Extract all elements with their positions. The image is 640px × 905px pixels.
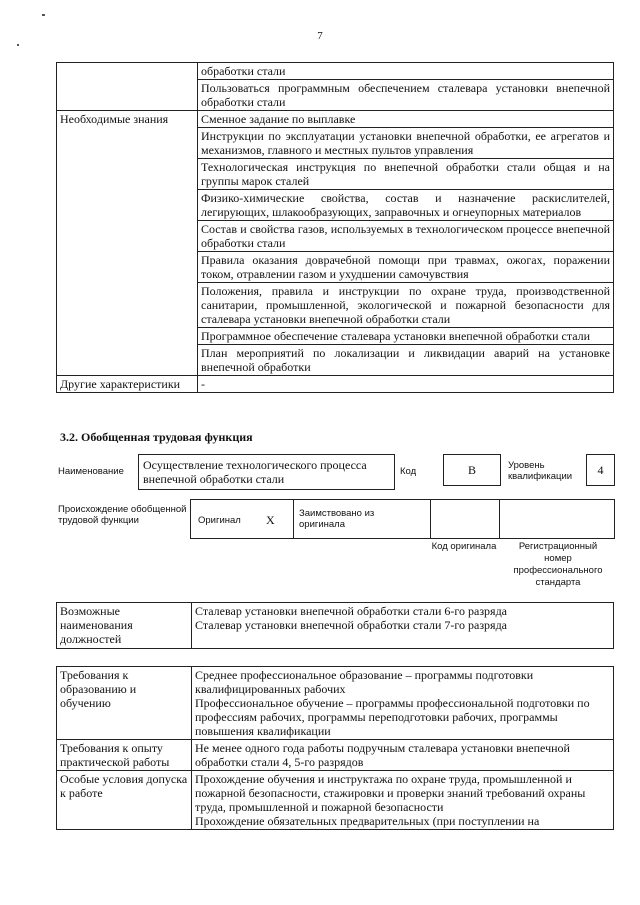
table-row <box>57 80 614 111</box>
level-label: Уровень квалификации <box>508 460 573 482</box>
code-original-caption: Код оригинала <box>431 541 497 552</box>
divider <box>430 500 431 538</box>
requirement-text: Не менее одного года работы подручным сталевара установки внепечной обработки стали 4, 5-го разрядов <box>192 740 614 771</box>
table-row <box>57 667 614 740</box>
row-text: Правила оказания доврачебной помощи при травмах, ожогах, поражении током, отравлении газом и ухудшении самочувствия <box>198 252 614 283</box>
row-label <box>57 252 198 283</box>
code-label: Код <box>400 466 417 477</box>
row-text: Инструкции по эксплуатации установки внепечной обработки, ее агрегатов и механизмов, главного и местных пультов управления <box>198 128 614 159</box>
level-value: 4 <box>597 463 604 477</box>
row-label <box>57 221 198 252</box>
requirement-label: Особые условия допуска к работе <box>57 771 192 830</box>
registration-number-caption: Регистрационный номер профессионального стандарта <box>513 541 603 588</box>
table-row <box>57 283 614 328</box>
origin-box <box>190 499 615 539</box>
function-name: Осуществление технологического процесса внепечной обработки стали <box>143 458 367 486</box>
origin-label: Происхождение обобщенной трудовой функции <box>58 504 187 526</box>
row-text: Положения, правила и инструкции по охране труда, производственной санитарии, промышленной, экологической и пожарной безопасности для сталевара установки внепечной обработки стали <box>198 283 614 328</box>
requirement-text: Среднее профессиональное образование – программы подготовки квалифицированных рабочих Профессиональное обучение – программы профессиональной подготовки по профессиям рабочих, программы переподготовки рабочих, программы повышения квалификации <box>192 667 614 740</box>
positions-table <box>56 602 614 649</box>
row-label <box>57 80 198 111</box>
table-row <box>57 740 614 771</box>
row-text: Технологическая инструкция по внепечной обработки стали общая и на группы марок сталей <box>198 159 614 190</box>
requirement-label: Требования к образованию и обучению <box>57 667 192 740</box>
original-mark: X <box>266 513 275 527</box>
table-row <box>57 345 614 376</box>
requirement-text: Прохождение обучения и инструктажа по охране труда, промышленной и пожарной безопасности, стажировки и проверки знаний требований охраны труда, промышленной и пожарной безопасности Прохождение обязательных предварительных (при поступлении на <box>192 771 614 830</box>
row-text: Состав и свойства газов, используемых в технологическом процессе внепечной обработки стали <box>198 221 614 252</box>
row-text: Пользоваться программным обеспечением сталевара установки внепечной обработки стали <box>198 80 614 111</box>
table-row <box>57 159 614 190</box>
level-box <box>586 454 615 486</box>
scan-speck <box>42 14 45 16</box>
borrowed-label: Заимствовано из оригинала <box>299 508 375 530</box>
table-row <box>57 111 614 128</box>
requirements-table <box>56 666 614 830</box>
row-text: - <box>198 376 614 393</box>
table-row <box>57 128 614 159</box>
table-row <box>57 252 614 283</box>
positions-list <box>192 603 614 649</box>
row-text: Физико-химические свойства, состав и назначение раскислителей, легирующих, шлакообразующих, заправочных и огнеупорных материалов <box>198 190 614 221</box>
divider <box>499 500 500 538</box>
row-label <box>57 283 198 328</box>
positions-label: Возможные наименования должностей <box>57 603 192 649</box>
code-value: B <box>467 463 476 477</box>
row-label <box>57 345 198 376</box>
row-label <box>57 190 198 221</box>
position-item: Сталевар установки внепечной обработки стали 6-го разряда <box>195 604 508 618</box>
row-label <box>57 328 198 345</box>
row-label <box>57 63 198 80</box>
section-title: 3.2. Обобщенная трудовая функция <box>60 430 253 444</box>
table-row <box>57 221 614 252</box>
row-label <box>57 128 198 159</box>
page-number: 7 <box>317 30 323 42</box>
row-text: Сменное задание по выплавке <box>198 111 614 128</box>
scan-speck <box>17 44 19 46</box>
row-text: обработки стали <box>198 63 614 80</box>
divider <box>293 500 294 538</box>
table-row <box>57 376 614 393</box>
table-row <box>57 190 614 221</box>
table-row <box>57 771 614 830</box>
table-row <box>57 63 614 80</box>
row-label: Необходимые знания <box>57 111 198 128</box>
requirement-label: Требования к опыту практической работы <box>57 740 192 771</box>
code-box <box>443 454 501 486</box>
row-text: Программное обеспечение сталевара установки внепечной обработки стали <box>198 328 614 345</box>
row-label: Другие характеристики <box>57 376 198 393</box>
original-label: Оригинал <box>198 515 241 526</box>
table-row <box>57 328 614 345</box>
position-item: Сталевар установки внепечной обработки стали 7-го разряда <box>195 618 508 632</box>
knowledge-table <box>56 62 614 393</box>
function-name-box <box>138 454 395 490</box>
row-label <box>57 159 198 190</box>
row-text: План мероприятий по локализации и ликвидации аварий на установке внепечной обработки <box>198 345 614 376</box>
name-label: Наименование <box>58 466 124 477</box>
